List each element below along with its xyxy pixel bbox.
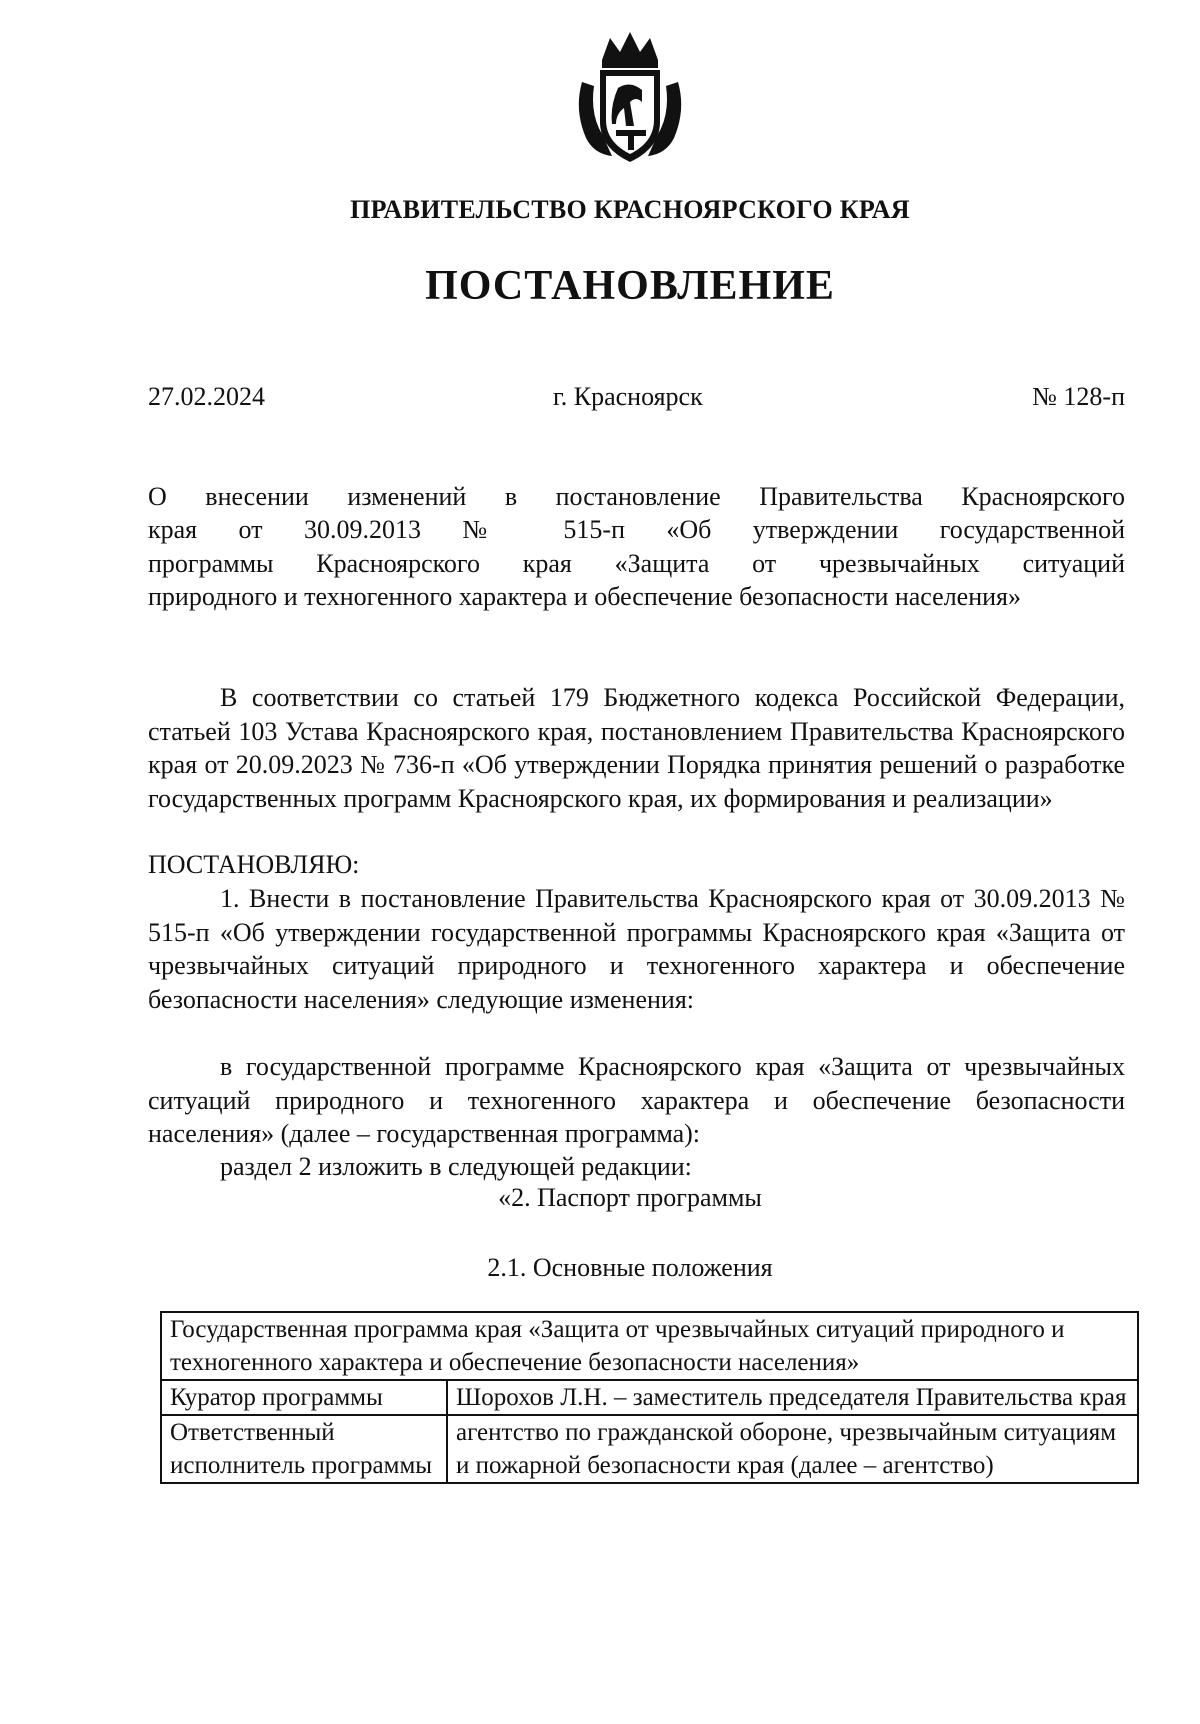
document-city: г. Красноярск <box>553 382 703 411</box>
subsection-title: 2.1. Основные положения <box>487 1253 773 1282</box>
document-number: № 128-п <box>1032 382 1125 411</box>
table-cell-label: Куратор программы <box>161 1380 447 1415</box>
table-cell-label: Ответственный исполнитель программы <box>161 1415 447 1483</box>
organization-title: ПРАВИТЕЛЬСТВО КРАСНОЯРСКОГО КРАЯ <box>350 195 910 224</box>
preamble-paragraph: В соответствии со статьей 179 Бюджетного кодекса Российской Федерации, статьей 103 Устава Красноярского края, постановлением Правительства Красноярского края от 20.09.2023 № 736-п «Об утверждении Порядка принятия решений о разработке государственных программ Красноярского края, их формирования и реализации» <box>148 683 1125 813</box>
document-date: 27.02.2024 <box>148 382 265 411</box>
subject-line-2: края от 30.09.2013 № 515-п «Об утверждении государственной <box>148 515 1125 544</box>
subject-line-1: О внесении изменений в постановление Правительства Красноярского <box>148 482 1125 511</box>
subject-line-3: программы Красноярского края «Защита от чрезвычайных ситуаций <box>148 549 1125 578</box>
coat-of-arms-icon <box>572 30 688 166</box>
table-header-cell: Государственная программа края «Защита от чрезвычайных ситуаций природного и техногенного характера и обеспечение безопасности населения» <box>161 1312 1138 1380</box>
table-row <box>161 1415 1138 1483</box>
section-title: «2. Паспорт программы <box>498 1183 762 1212</box>
section-instruction: раздел 2 изложить в следующей редакции: <box>220 1152 692 1181</box>
table-row <box>161 1380 1138 1415</box>
table-cell-value: Шорохов Л.Н. – заместитель председателя Правительства края <box>447 1380 1138 1415</box>
table-cell-value: агентство по гражданской обороне, чрезвычайным ситуациям и пожарной безопасности края (далее – агентство) <box>447 1415 1138 1483</box>
program-passport-table <box>160 1311 1139 1484</box>
table-header-row <box>161 1312 1138 1380</box>
item-1-paragraph: 1. Внести в постановление Правительства Красноярского края от 30.09.2013 № 515-п «Об утверждении государственной программы Красноярского края «Защита от чрезвычайных ситуаций природного и техногенного характера и обеспечение безопасности населения» следующие изменения: <box>148 884 1125 1014</box>
document-type-title: ПОСТАНОВЛЕНИЕ <box>425 263 835 309</box>
subject-line-4: природного и техногенного характера и обеспечение безопасности населения» <box>148 582 1022 611</box>
decree-word: ПОСТАНОВЛЯЮ: <box>148 850 360 879</box>
item-1-subparagraph: в государственной программе Красноярского края «Защита от чрезвычайных ситуаций природного и техногенного характера и обеспечение безопасности населения» (далее – государственная программа): <box>148 1052 1125 1148</box>
